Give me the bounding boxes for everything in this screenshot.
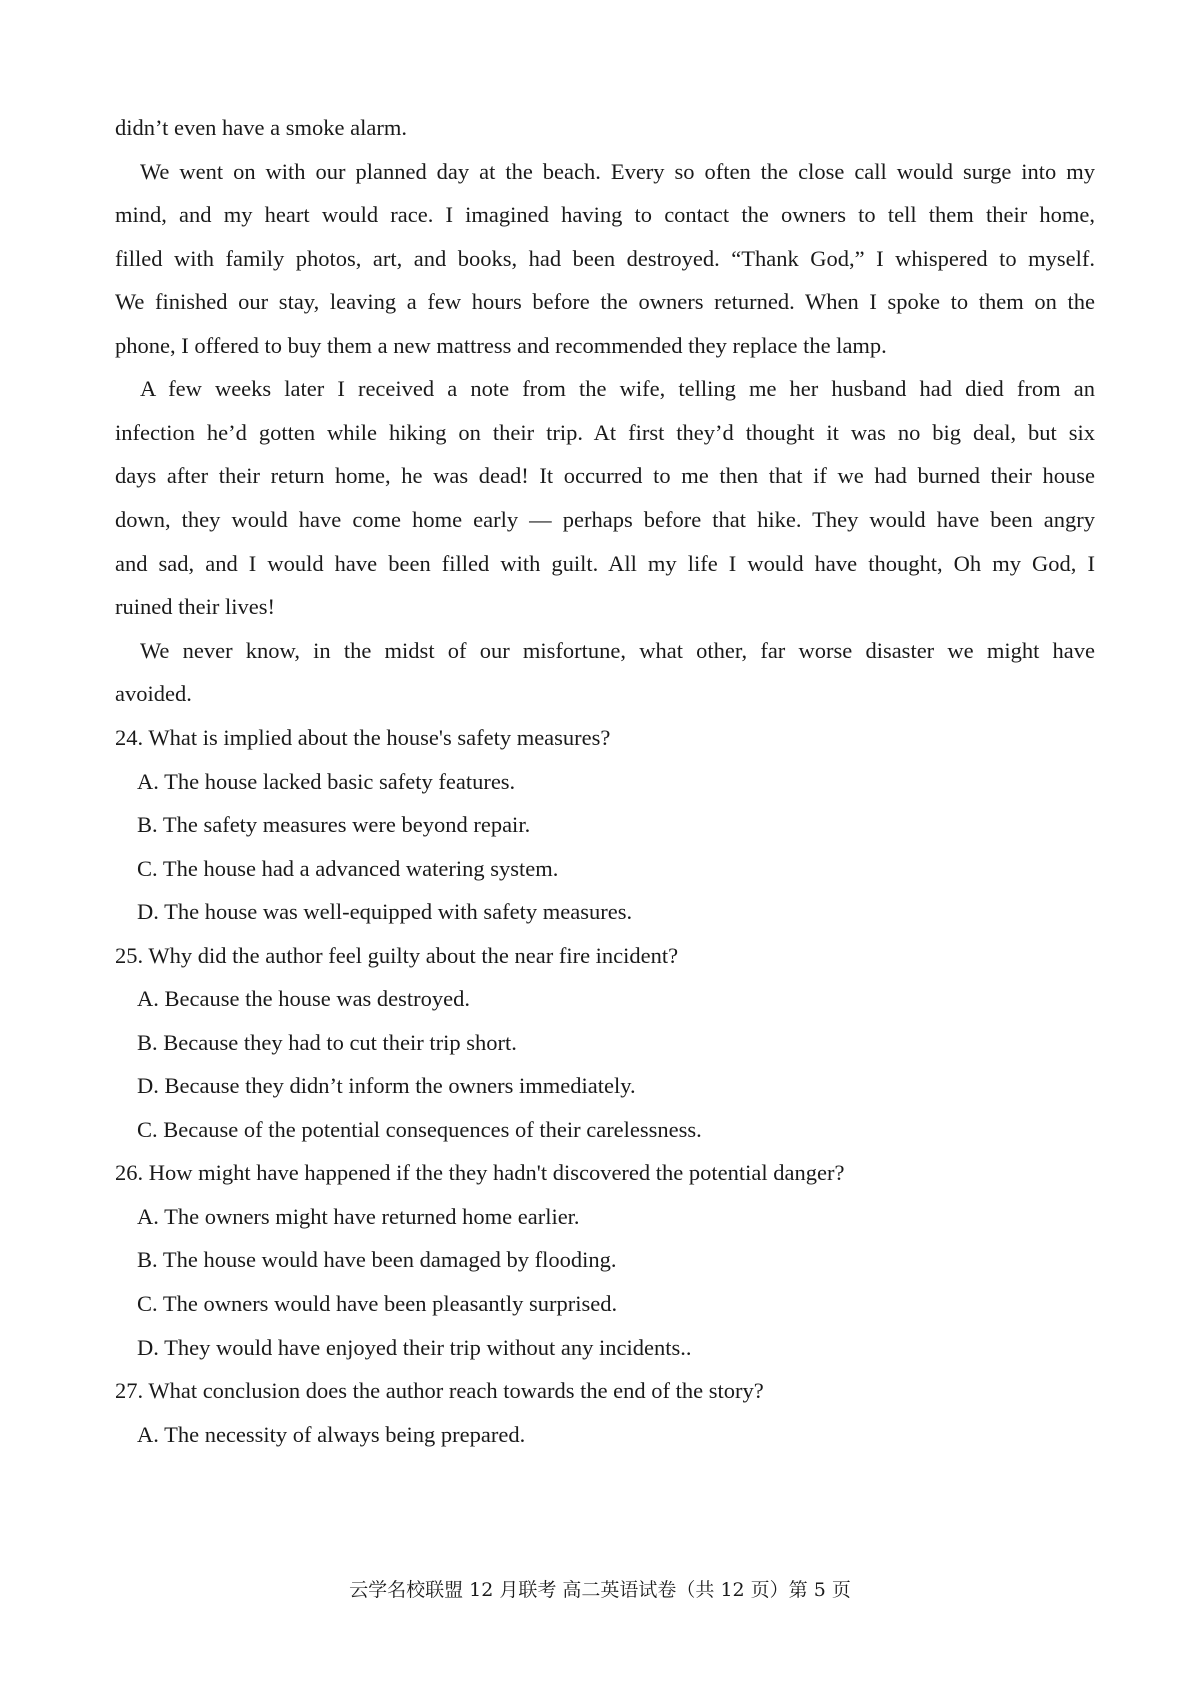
question-stem: 24. What is implied about the house's safety measures?: [115, 725, 611, 750]
answer-option: A. Because the house was destroyed.: [137, 986, 471, 1011]
passage-line: days after their return home, he was dead! It occurred to me then that if we had burned their house: [115, 463, 1095, 488]
page-footer: 云学名校联盟 12 月联考 高二英语试卷（共 12 页）第 5 页: [349, 1579, 851, 1601]
passage-line: A few weeks later I received a note from the wife, telling me her husband had died from an: [140, 376, 1095, 401]
passage-line: We finished our stay, leaving a few hours before the owners returned. When I spoke to them on the: [115, 289, 1095, 314]
passage-line: mind, and my heart would race. I imagined having to contact the owners to tell them their home,: [115, 202, 1095, 227]
passage-line: didn’t even have a smoke alarm.: [115, 115, 407, 140]
answer-option: B. The house would have been damaged by flooding.: [137, 1247, 617, 1272]
passage-line: We went on with our planned day at the beach. Every so often the close call would surge into my: [140, 159, 1095, 184]
passage-line: infection he’d gotten while hiking on their trip. At first they’d thought it was no big deal, but six: [115, 420, 1095, 445]
answer-option: B. Because they had to cut their trip short.: [137, 1030, 517, 1055]
question-stem: 26. How might have happened if the they hadn't discovered the potential danger?: [115, 1160, 845, 1185]
answer-option: C. The house had a advanced watering system.: [137, 856, 559, 881]
passage-line: ruined their lives!: [115, 594, 275, 619]
passage-line: phone, I offered to buy them a new mattress and recommended they replace the lamp.: [115, 333, 887, 358]
answer-option: D. Because they didn’t inform the owners immediately.: [137, 1073, 636, 1098]
question-stem: 27. What conclusion does the author reach towards the end of the story?: [115, 1378, 764, 1403]
answer-option: C. Because of the potential consequences of their carelessness.: [137, 1117, 702, 1142]
passage-line: down, they would have come home early — perhaps before that hike. They would have been angry: [115, 507, 1095, 532]
answer-option: A. The house lacked basic safety features.: [137, 769, 516, 794]
answer-option: B. The safety measures were beyond repair.: [137, 812, 531, 837]
passage-line: avoided.: [115, 681, 192, 706]
answer-option: A. The owners might have returned home earlier.: [137, 1204, 580, 1229]
passage-line: We never know, in the midst of our misfortune, what other, far worse disaster we might have: [140, 638, 1095, 663]
passage-line: and sad, and I would have been filled with guilt. All my life I would have thought, Oh my God, I: [115, 551, 1095, 576]
answer-option: A. The necessity of always being prepared.: [137, 1422, 526, 1447]
answer-option: D. The house was well-equipped with safety measures.: [137, 899, 633, 924]
question-stem: 25. Why did the author feel guilty about the near fire incident?: [115, 943, 679, 968]
answer-option: D. They would have enjoyed their trip without any incidents..: [137, 1335, 692, 1360]
passage-line: filled with family photos, art, and books, had been destroyed. “Thank God,” I whispered to myself.: [115, 246, 1095, 271]
answer-option: C. The owners would have been pleasantly surprised.: [137, 1291, 618, 1316]
